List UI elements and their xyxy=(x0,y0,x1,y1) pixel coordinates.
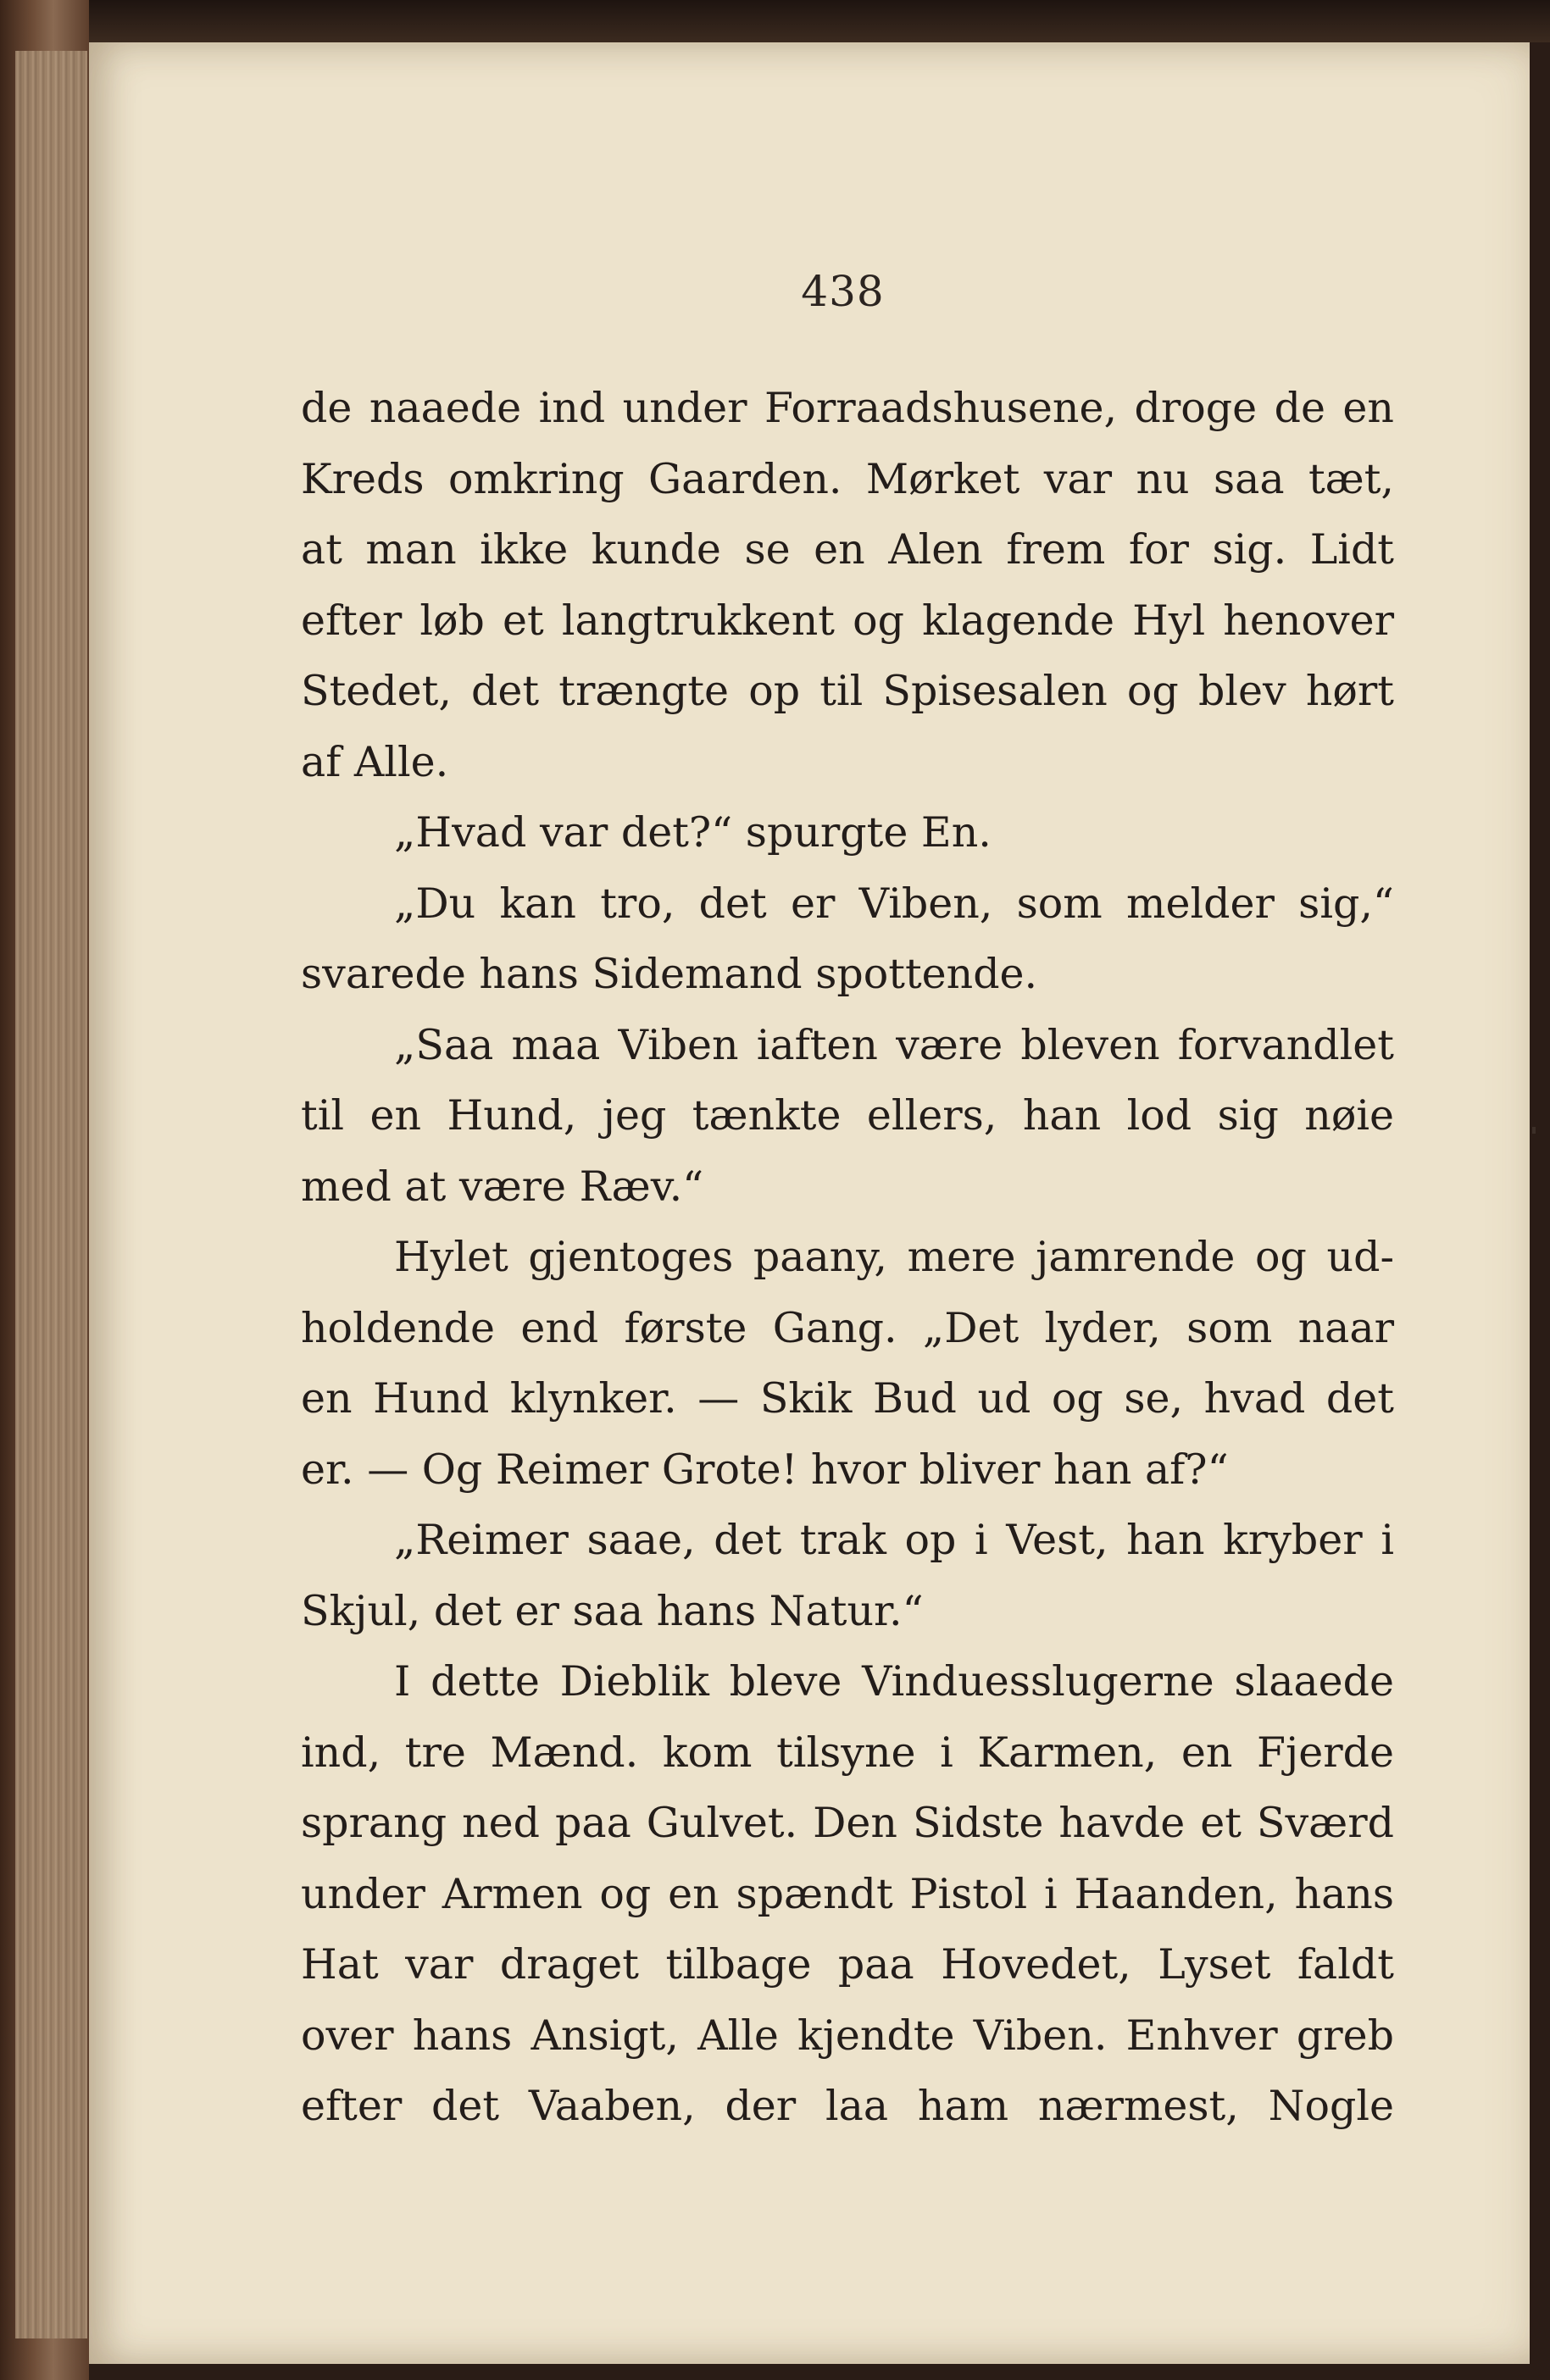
text-line: af Alle. xyxy=(301,737,449,786)
text-line: Skjul, det er saa hans Natur.“ xyxy=(301,1586,924,1635)
page-edges xyxy=(15,51,87,2338)
text-line: sprang ned paa Gulvet. Den Sidste havde et Sværd xyxy=(301,1799,1394,1847)
text-line: efter løb et langtrukkent og klagende Hyl henover xyxy=(301,596,1394,645)
text-line: Hat var draget tilbage paa Hovedet, Lyset faldt xyxy=(301,1940,1394,1989)
text-line: over hans Ansigt, Alle kjendte Viben. Enhver greb xyxy=(301,2011,1394,2060)
text-line: ind, tre Mænd. kom tilsyne i Karmen, en Fjerde xyxy=(301,1728,1394,1777)
text-line: er. — Og Reimer Grote! hvor bliver han af?“ xyxy=(301,1445,1229,1494)
top-edge xyxy=(0,0,1550,42)
text-line: de naaede ind under Forraadshusene, droge de en xyxy=(301,384,1394,432)
text-line: „Du kan tro, det er Viben, som melder sig,“ xyxy=(394,879,1394,928)
text-line: Hylet gjentoges paany, mere jamrende og ud- xyxy=(394,1233,1394,1281)
text-line: under Armen og en spændt Pistol i Haanden, hans xyxy=(301,1869,1394,1918)
text-line: Kreds omkring Gaarden. Mørket var nu saa tæt, xyxy=(301,454,1394,503)
text-line: svarede hans Sidemand spottende. xyxy=(301,950,1038,998)
text-line: at man ikke kunde se en Alen frem for sig. Lidt xyxy=(301,525,1394,574)
page-number: 438 xyxy=(801,267,885,316)
text-line: holdende end første Gang. „Det lyder, som naar xyxy=(301,1303,1394,1352)
text-line: Stedet, det trængte op til Spisesalen og blev hørt xyxy=(301,667,1394,715)
text-line: en Hund klynker. — Skik Bud ud og se, hvad det xyxy=(301,1374,1394,1423)
text-line: med at være Ræv.“ xyxy=(301,1162,704,1211)
body-text xyxy=(301,373,1394,2142)
text-line: „Saa maa Viben iaften være bleven forvandlet xyxy=(394,1020,1394,1069)
margin-mark xyxy=(1532,1127,1536,1134)
text-line: til en Hund, jeg tænkte ellers, han lod sig nøie xyxy=(301,1091,1394,1140)
text-line: efter det Vaaben, der laa ham nærmest, Nogle xyxy=(301,2082,1394,2130)
text-line: „Reimer saae, det trak op i Vest, han kryber i xyxy=(394,1516,1394,1564)
text-line: „Hvad var det?“ spurgte En. xyxy=(394,808,992,857)
text-line: I dette Dieblik bleve Vinduesslugerne slaaede xyxy=(394,1657,1394,1706)
